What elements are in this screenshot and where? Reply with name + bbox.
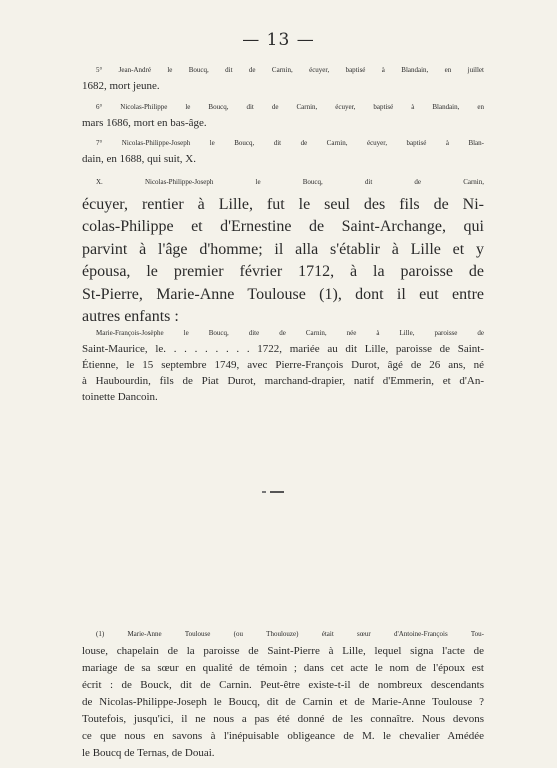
- child-line: Saint-Maurice, le. . . . . . . . . 1722, mariée au dit Lille, paroisse de Saint-: [82, 343, 484, 355]
- paragraph-line: colas-Philippe et d'Ernestine de Saint-Archange, qui: [82, 218, 484, 235]
- entry-line: 6° Nicolas-Philippe le Boucq, dit de Carnin, écuyer, baptisé à Blandain, en: [96, 103, 484, 111]
- entry-line: 1682, mort jeune.: [82, 80, 160, 92]
- genealogy-entry-5: [82, 62, 484, 94]
- paragraph-line: St-Pierre, Marie-Anne Toulouse (1), dont il eut entre: [82, 285, 484, 303]
- child-entry: [82, 325, 484, 405]
- genealogy-entry-6: [82, 99, 484, 131]
- footnote-line: louse, chapelain de la paroisse de Saint-Pierre à Lille, lequel signa l'acte de: [82, 645, 484, 657]
- footnote-line: mariage de sa sœur en qualité de témoin ; dans cet acte le nom de l'époux est: [82, 662, 484, 674]
- entry-line: 7° Nicolas-Philippe-Joseph le Boucq, dit de Carnin, écuyer, baptisé à Blan-: [96, 139, 484, 147]
- child-line: toinette Dancoin.: [82, 391, 158, 403]
- footnote-line: de Nicolas-Philippe-Joseph le Boucq, dit de Carnin et de Marie-Anne Toulouse ?: [82, 696, 484, 708]
- paragraph-line: autres enfants :: [82, 308, 179, 325]
- paragraph-line: X. Nicolas-Philippe-Joseph le Boucq, dit de Carnin,: [96, 178, 484, 186]
- child-line: à Haubourdin, fils de Piat Durot, marchand-drapier, natif d'Emmerin, et d'An-: [82, 375, 484, 387]
- section-ornament-dot: [262, 491, 266, 493]
- child-line: Marie-François-Josèphe le Boucq, dite de Carnin, née à Lille, paroisse de: [96, 329, 484, 337]
- entry-line: 5° Jean-André le Boucq, dit de Carnin, écuyer, baptisé à Blandain, en juillet: [96, 66, 484, 74]
- footnote-line: le Boucq de Ternas, de Douai.: [82, 747, 215, 759]
- page-number: — 13 —: [242, 30, 315, 50]
- paragraph-line: épousa, le premier février 1712, à la paroisse de: [82, 263, 484, 280]
- footnote-line: ce que nous en savons à l'inépuisable obligeance de M. le chevalier Amédée: [82, 730, 484, 742]
- footnote-line: écrit : de Bouck, dit de Carnin. Peut-être existe-t-il de nombreux descendants: [82, 679, 484, 691]
- footnote: [82, 626, 484, 762]
- paragraph-line: parvint à l'âge d'homme; il alla s'établir à Lille et y: [82, 240, 484, 258]
- footnote-line: Toutefois, jusqu'ici, il ne nous a pas été donné de les connaître. Nous devons: [82, 713, 484, 725]
- child-line: Étienne, le 15 septembre 1749, avec Pierre-François Durot, âgé de 26 ans, né: [82, 359, 484, 371]
- footnote-line: (1) Marie-Anne Toulouse (ou Thoulouze) était sœur d'Antoine-François Tou-: [96, 630, 484, 638]
- generation-x-paragraph: [82, 171, 484, 329]
- genealogy-entry-7: [82, 135, 484, 167]
- paragraph-line: écuyer, rentier à Lille, fut le seul des fils de Ni-: [82, 195, 484, 213]
- section-ornament: [270, 491, 284, 493]
- entry-line: mars 1686, mort en bas-âge.: [82, 117, 207, 129]
- entry-line: dain, en 1688, qui suit, X.: [82, 153, 196, 165]
